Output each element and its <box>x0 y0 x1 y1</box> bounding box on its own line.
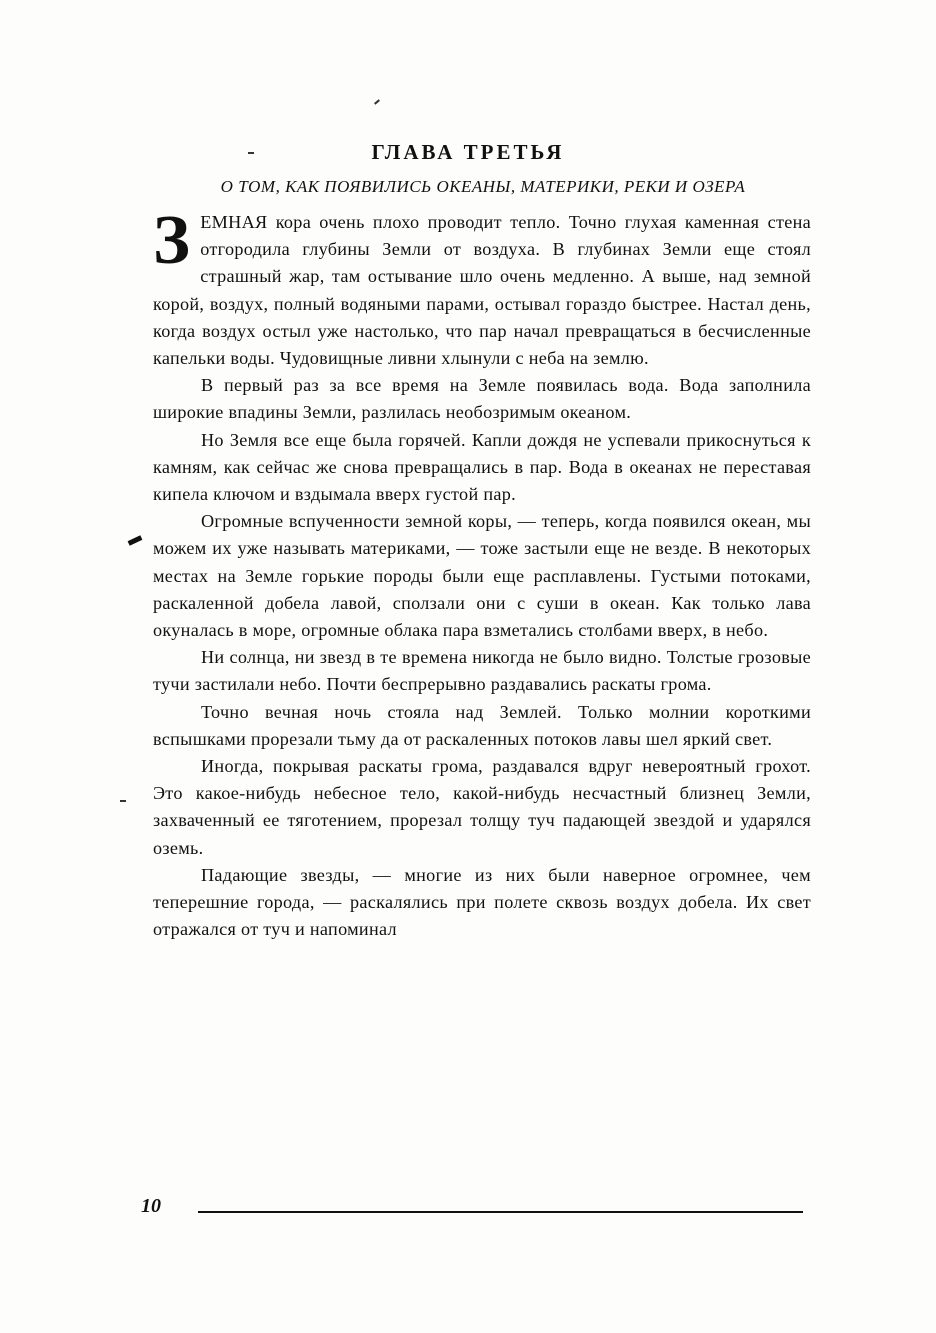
paragraph-1-text: кора очень плохо проводит тепло. Точно глухая каменная стена отгородила глубины Земли от воздуха. В глубинах Земли еще стоял страшный жар, там остывание шло очень медленно. А выше, над земной корой, воздух, полный водяными парами, остывал гораздо быстрее. Настал день, когда воздух остыл уже настолько, что пар начал превращаться в бесчисленные капельки воды. Чудовищные ливни хлынули с неба на землю. <box>153 212 811 369</box>
paragraph-5: Ни солнца, ни звезд в те времена никогда не было видно. Толстые грозовые тучи застилали небо. Почти беспрерывно раздавались раскаты грома. <box>153 647 811 695</box>
paragraph-3: Но Земля все еще была горячей. Капли дождя не успевали прикоснуться к камням, как сейчас же снова превращались в пар. Вода в океанах не переставая кипела ключом и вздымала вверх густой пар. <box>153 429 811 505</box>
paragraph-4: Огромные вспученности земной коры, — теперь, когда появился океан, мы можем их уже называть материками, — тоже застыли еще не везде. В некоторых местах на Земле горькие породы были еще расплавлены. Густыми потоками, раскаленной добела лавой, сползали они с суши в океан. Как только лава окуналась в море, огромные облака пара взметались столбами вверх, в небо. <box>153 511 811 641</box>
scan-speck <box>374 99 380 104</box>
paragraph-2: В первый раз за все время на Земле появилась вода. Вода заполнила широкие впадины Земли, разлилась необозримым океаном. <box>153 375 811 423</box>
footer-rule <box>198 1211 803 1213</box>
scan-speck <box>120 800 126 802</box>
scan-speck <box>248 152 254 154</box>
paragraph-1 <box>153 202 811 372</box>
drop-cap: З <box>153 202 191 279</box>
scan-speck <box>128 535 143 545</box>
paragraph-7: Иногда, покрывая раскаты грома, раздавался вдруг невероятный грохот. Это какое-нибудь небесное тело, какой-нибудь несчастный близнец Земли, захваченный ее тяготением, прорезал толщу туч падающей звездой и ударялся оземь. <box>153 756 811 858</box>
drop-cap-word: ЕМНАЯ <box>200 212 268 232</box>
page-number: 10 <box>141 1195 161 1217</box>
chapter-subtitle: О ТОМ, КАК ПОЯВИЛИСЬ ОКЕАНЫ, МАТЕРИКИ, РЕКИ И ОЗЕРА <box>220 177 746 196</box>
body-text <box>153 202 811 943</box>
paragraph-8: Падающие звезды, — многие из них были наверное огромнее, чем теперешние города, — раскалялись при полете сквозь воздух добела. Их свет отражался от туч и напоминал <box>153 864 811 940</box>
chapter-title: ГЛАВА ТРЕТЬЯ <box>371 140 565 164</box>
paragraph-6: Точно вечная ночь стояла над Землей. Только молнии короткими вспышками прорезали тьму да от раскаленных потоков лавы шел яркий свет. <box>153 701 811 749</box>
